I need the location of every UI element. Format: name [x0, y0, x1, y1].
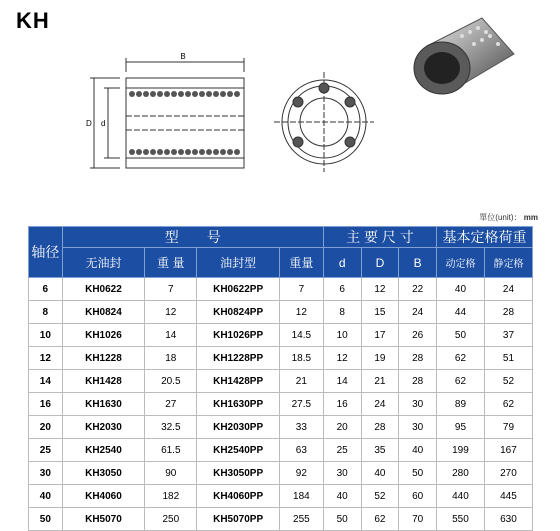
cell-dynamic-load: 62	[437, 347, 485, 370]
cell-static-load: 62	[484, 393, 532, 416]
cell-D: 21	[361, 370, 399, 393]
cell-sealed-model: KH1026PP	[197, 324, 280, 347]
cell-d: 50	[323, 508, 361, 531]
cell-unsealed-model: KH5070	[62, 508, 145, 531]
cell-axis: 25	[29, 439, 63, 462]
cell-dynamic-load: 50	[437, 324, 485, 347]
header-dynamic: 动定格	[437, 248, 485, 278]
cell-B: 70	[399, 508, 437, 531]
cell-sealed-model: KH0824PP	[197, 301, 280, 324]
header-weight-1: 重 量	[145, 248, 197, 278]
cell-sealed-model: KH0622PP	[197, 278, 280, 301]
cell-d: 8	[323, 301, 361, 324]
cell-weight-2: 255	[279, 508, 323, 531]
cell-D: 35	[361, 439, 399, 462]
cell-sealed-model: KH4060PP	[197, 485, 280, 508]
cell-D: 40	[361, 462, 399, 485]
cell-dynamic-load: 62	[437, 370, 485, 393]
end-view	[274, 72, 374, 172]
cell-unsealed-model: KH1630	[62, 393, 145, 416]
table-row	[29, 324, 533, 347]
cell-static-load: 167	[484, 439, 532, 462]
cell-sealed-model: KH3050PP	[197, 462, 280, 485]
cell-weight-2: 63	[279, 439, 323, 462]
cell-axis: 10	[29, 324, 63, 347]
cell-unsealed-model: KH0824	[62, 301, 145, 324]
cell-static-load: 28	[484, 301, 532, 324]
header-dimensions: 主 要 尺 寸	[323, 227, 436, 248]
cell-d: 25	[323, 439, 361, 462]
cell-B: 60	[399, 485, 437, 508]
cell-D: 15	[361, 301, 399, 324]
table-row	[29, 347, 533, 370]
cell-dynamic-load: 95	[437, 416, 485, 439]
header-d: d	[323, 248, 361, 278]
table-row	[29, 278, 533, 301]
cell-weight-2: 12	[279, 301, 323, 324]
cell-sealed-model: KH1228PP	[197, 347, 280, 370]
cell-axis: 12	[29, 347, 63, 370]
cell-dynamic-load: 280	[437, 462, 485, 485]
bearing-technical-drawing	[60, 50, 380, 190]
cell-D: 28	[361, 416, 399, 439]
cell-dynamic-load: 440	[437, 485, 485, 508]
cell-static-load: 445	[484, 485, 532, 508]
cell-static-load: 630	[484, 508, 532, 531]
cell-axis: 6	[29, 278, 63, 301]
cell-D: 24	[361, 393, 399, 416]
cell-unsealed-model: KH4060	[62, 485, 145, 508]
cell-sealed-model: KH1428PP	[197, 370, 280, 393]
cell-B: 26	[399, 324, 437, 347]
header-static: 静定格	[484, 248, 532, 278]
header-D: D	[361, 248, 399, 278]
cell-static-load: 52	[484, 370, 532, 393]
cell-sealed-model: KH1630PP	[197, 393, 280, 416]
cell-d: 20	[323, 416, 361, 439]
table-row	[29, 301, 533, 324]
cell-B: 28	[399, 347, 437, 370]
cell-axis: 8	[29, 301, 63, 324]
cell-B: 24	[399, 301, 437, 324]
header-axis: 轴径	[29, 227, 63, 278]
cell-D: 19	[361, 347, 399, 370]
table-row	[29, 462, 533, 485]
cell-B: 22	[399, 278, 437, 301]
cell-dynamic-load: 550	[437, 508, 485, 531]
cell-weight-1: 250	[145, 508, 197, 531]
table-row	[29, 393, 533, 416]
cell-static-load: 51	[484, 347, 532, 370]
table-row	[29, 508, 533, 531]
cell-B: 40	[399, 439, 437, 462]
unit-label: 單位(unit)：	[479, 213, 522, 222]
cell-B: 30	[399, 416, 437, 439]
cell-axis: 40	[29, 485, 63, 508]
label-B: B	[180, 52, 186, 61]
table-row	[29, 439, 533, 462]
cell-weight-2: 92	[279, 462, 323, 485]
cell-weight-1: 7	[145, 278, 197, 301]
table-row	[29, 370, 533, 393]
cell-d: 14	[323, 370, 361, 393]
cell-static-load: 270	[484, 462, 532, 485]
cell-unsealed-model: KH3050	[62, 462, 145, 485]
cell-d: 6	[323, 278, 361, 301]
table-body	[29, 278, 533, 531]
cell-weight-1: 90	[145, 462, 197, 485]
cell-unsealed-model: KH0622	[62, 278, 145, 301]
cell-axis: 50	[29, 508, 63, 531]
page-title: KH	[16, 8, 50, 33]
cell-axis: 14	[29, 370, 63, 393]
cell-d: 12	[323, 347, 361, 370]
cell-D: 52	[361, 485, 399, 508]
cell-weight-1: 12	[145, 301, 197, 324]
header-model: 型 号	[62, 227, 323, 248]
cell-dynamic-load: 40	[437, 278, 485, 301]
label-d: d	[101, 119, 106, 128]
cell-weight-1: 20.5	[145, 370, 197, 393]
header-sealed: 油封型	[197, 248, 280, 278]
ball-rows	[129, 91, 240, 155]
cell-unsealed-model: KH2030	[62, 416, 145, 439]
unit-value: mm	[523, 213, 538, 222]
cell-B: 28	[399, 370, 437, 393]
header-B: B	[399, 248, 437, 278]
cell-weight-2: 14.5	[279, 324, 323, 347]
cell-unsealed-model: KH1228	[62, 347, 145, 370]
cell-dynamic-load: 199	[437, 439, 485, 462]
cell-sealed-model: KH2030PP	[197, 416, 280, 439]
cell-weight-2: 33	[279, 416, 323, 439]
cell-static-load: 79	[484, 416, 532, 439]
cell-weight-1: 27	[145, 393, 197, 416]
table-row	[29, 485, 533, 508]
cell-sealed-model: KH2540PP	[197, 439, 280, 462]
cell-dynamic-load: 89	[437, 393, 485, 416]
cell-weight-1: 32.5	[145, 416, 197, 439]
cell-d: 10	[323, 324, 361, 347]
bearing-photo	[402, 6, 527, 101]
cell-unsealed-model: KH1026	[62, 324, 145, 347]
table-row	[29, 416, 533, 439]
label-D: D	[86, 119, 92, 128]
header-load: 基本定格荷重	[437, 227, 533, 248]
spec-table	[28, 226, 533, 531]
cell-weight-2: 21	[279, 370, 323, 393]
cell-d: 16	[323, 393, 361, 416]
cell-weight-1: 182	[145, 485, 197, 508]
cell-weight-2: 27.5	[279, 393, 323, 416]
cell-D: 12	[361, 278, 399, 301]
cell-static-load: 24	[484, 278, 532, 301]
cell-weight-2: 18.5	[279, 347, 323, 370]
cell-axis: 16	[29, 393, 63, 416]
cell-weight-2: 7	[279, 278, 323, 301]
cell-axis: 20	[29, 416, 63, 439]
cell-d: 40	[323, 485, 361, 508]
cell-unsealed-model: KH2540	[62, 439, 145, 462]
cell-weight-2: 184	[279, 485, 323, 508]
cell-static-load: 37	[484, 324, 532, 347]
cell-unsealed-model: KH1428	[62, 370, 145, 393]
cell-weight-1: 14	[145, 324, 197, 347]
cell-B: 30	[399, 393, 437, 416]
cell-D: 62	[361, 508, 399, 531]
header-weight-2: 重量	[279, 248, 323, 278]
cell-dynamic-load: 44	[437, 301, 485, 324]
cell-sealed-model: KH5070PP	[197, 508, 280, 531]
cell-d: 30	[323, 462, 361, 485]
unit-note	[479, 212, 538, 223]
cell-D: 17	[361, 324, 399, 347]
cell-B: 50	[399, 462, 437, 485]
header-unsealed: 无油封	[62, 248, 145, 278]
cell-weight-1: 18	[145, 347, 197, 370]
cell-weight-1: 61.5	[145, 439, 197, 462]
cell-axis: 30	[29, 462, 63, 485]
